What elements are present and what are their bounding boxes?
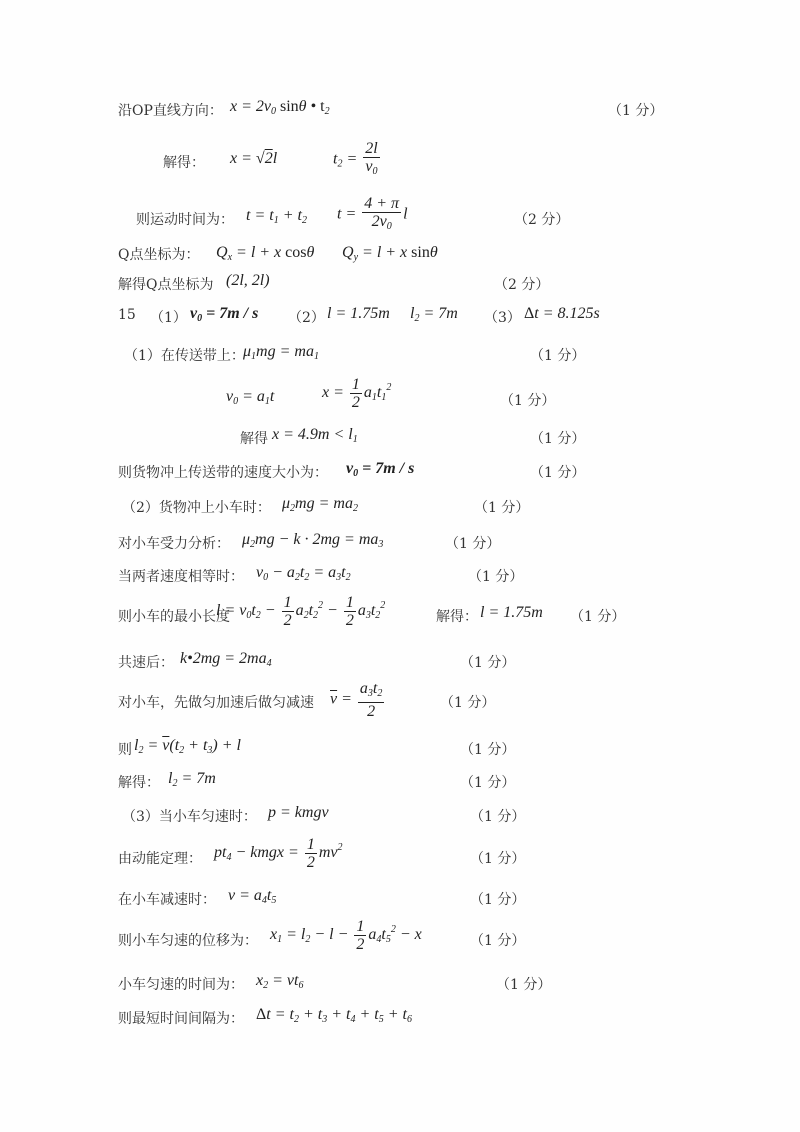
equation: $l_2 = 7m$ (168, 770, 216, 789)
l2-value: 7m (196, 770, 216, 787)
q-point-value: (2l, 2l) (226, 272, 270, 289)
score: （1 分） (530, 348, 586, 364)
label: 沿OP直线方向： (118, 103, 223, 119)
score: （1 分） (470, 892, 526, 908)
dt-value: 8.125s (557, 305, 600, 322)
score: （1 分） (460, 742, 516, 758)
answer-l2: $l_2 = 7m$ (410, 305, 458, 324)
label: 小车匀速的时间为： (118, 977, 244, 993)
label: 由动能定理： (118, 851, 202, 867)
label: （2）货物冲上小车时： (122, 500, 271, 516)
equation-x: x = √2l (230, 150, 278, 167)
score: （1 分） (530, 431, 586, 447)
l-value: 1.75m (503, 604, 543, 621)
score: （1 分） (460, 655, 516, 671)
equation: $v_0 - a_2t_2 = a_3t_2$ (256, 564, 351, 583)
equation: $pt_4$ − kmgx = $\frac{1}{2}$ $mv^2$ (214, 836, 343, 871)
equation: $v_0 = 7m / s$ (346, 460, 415, 479)
label: 则最短时间间隔为： (118, 1011, 244, 1027)
equation-t2: $t_2$ = $\frac{2l}{v_0}$ (333, 140, 378, 177)
label: （1）在传送带上： (124, 348, 245, 364)
equation: $\mu_2mg = ma_2$ (282, 495, 358, 514)
equation-length: $l = v_0t_2$ − $\frac{1}{2}$ $a_2t_2^2$ − $\frac{1}{2}$ $a_3t_2^2$ (216, 594, 386, 629)
answer-dt: Δt = 8.125s (524, 305, 600, 322)
score: （2 分） (514, 212, 570, 228)
score: （1 分） (530, 465, 586, 481)
l-value: 1.75m (350, 305, 390, 322)
label: 则 (118, 742, 132, 758)
score: （2 分） (494, 277, 550, 293)
v0-value: 7m / s (219, 305, 259, 322)
equation: $\Delta t = t_2 + t_3 + t_4 + t_5 + t_6$ (256, 1006, 412, 1025)
label-solve: 解得： (436, 609, 478, 625)
equation-v0: $v_0 = a_1t$ (226, 388, 275, 407)
equation: $\overline{v}$ = $\frac{a_3t_2}{2}$ (330, 680, 383, 720)
label: （3）当小车匀速时： (122, 809, 257, 825)
label: 解得Q点坐标为 (118, 277, 214, 293)
score: （1 分） (460, 775, 516, 791)
label: 则小车的最小长度 (118, 609, 230, 625)
label: 解得： (163, 155, 205, 171)
score: （1 分） (470, 933, 526, 949)
equation: $x_1 = l_2 - l$ − $\frac{1}{2}$ $a_4t_5^2 - x$ (270, 918, 422, 953)
label: 共速后： (118, 655, 174, 671)
x-belt-value: 4.9m (297, 426, 330, 443)
equation: $\mu_1mg = ma_1$ (243, 343, 319, 362)
score: （1 分） (500, 393, 556, 409)
score: （1 分） (570, 609, 626, 625)
equation: p = kmgv (268, 804, 329, 821)
score: （1 分） (608, 103, 664, 119)
equation: $\mu_2mg - k \cdot 2mg = ma_3$ (242, 531, 384, 550)
label: 则运动时间为： (136, 212, 234, 228)
equation: $l_2 = \overline{v}(t_2 + t_3) + l$ (134, 737, 241, 756)
l2-value: 7m (438, 305, 458, 322)
equation: $x = 4.9m < l_1$ (272, 426, 358, 445)
equation: $x_2 = vt_6$ (256, 972, 304, 991)
score: （1 分） (445, 536, 501, 552)
question-number: 15 (118, 307, 136, 323)
equation: $v = a_4t_5$ (228, 887, 277, 906)
part-2-marker: （2） (288, 310, 325, 326)
v0-value: 7m / s (375, 460, 415, 477)
label: 对小车受力分析： (118, 536, 230, 552)
label: 在小车减速时： (118, 892, 216, 908)
equation-result: l = 1.75m (480, 604, 543, 621)
equation-qy: $Q_y = l + x$ sinθ (342, 244, 438, 263)
equation: k•2mg = $2ma_4$ (180, 650, 272, 669)
equation: $x = 2v_0$ sinθ • $t_2$ (230, 98, 330, 117)
part-1-marker: （1） (150, 310, 187, 326)
label: 解得： (118, 775, 160, 791)
label: 解得 (240, 431, 268, 447)
equation-qx: $Q_x = l + x$ cosθ (216, 244, 315, 263)
answer-l: l = 1.75m (327, 305, 390, 322)
score: （1 分） (470, 851, 526, 867)
score: （1 分） (496, 977, 552, 993)
label: 当两者速度相等时： (118, 569, 244, 585)
equation-total: t = $\frac{4 + \pi}{2v_0}$ l (337, 195, 408, 232)
label: 对小车，先做匀加速后做匀减速 (118, 695, 314, 711)
label: 则小车匀速的位移为： (118, 933, 258, 949)
score: （1 分） (468, 569, 524, 585)
score: （1 分） (474, 500, 530, 516)
label: Q点坐标为： (118, 247, 200, 263)
equation-x: x = $\frac{1}{2}$ $a_1t_1^2$ (322, 376, 392, 411)
equation-sum: $t = t_1 + t_2$ (246, 207, 307, 226)
part-3-marker: （3） (484, 310, 521, 326)
label: 则货物冲上传送带的速度大小为： (118, 465, 328, 481)
answer-v0: $v_0 = 7m / s$ (190, 305, 259, 324)
score: （1 分） (470, 809, 526, 825)
score: （1 分） (440, 695, 496, 711)
